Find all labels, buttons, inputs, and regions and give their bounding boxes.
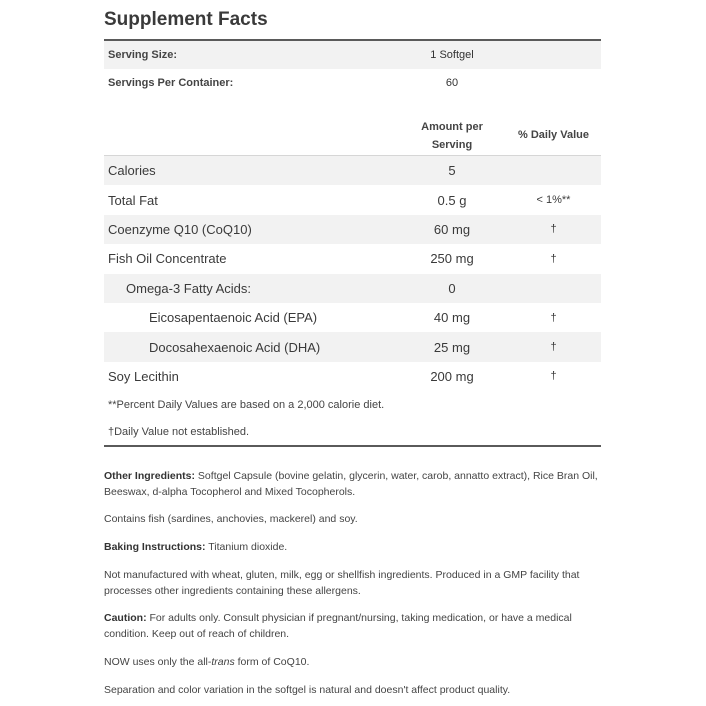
supplement-facts-table: [104, 39, 601, 447]
nutrient-amount: 5: [448, 163, 456, 179]
nutrient-name: Coenzyme Q10 (CoQ10): [108, 221, 252, 237]
nutrient-name: Fish Oil Concentrate: [108, 251, 227, 267]
other-ingredients-text: Softgel Capsule (bovine gelatin, glycerin, water, carob, annatto extract), Rice Bran Oil, Beeswax, d-alpha Tocopherol and Mixed Tocopherols.: [104, 470, 598, 498]
nutrient-name: Total Fat: [108, 192, 158, 208]
nutrient-row: [104, 244, 601, 273]
nutrient-daily-value: †: [550, 370, 557, 383]
page-title: Supplement Facts: [104, 9, 268, 30]
trans-suffix: form of CoQ10.: [234, 656, 310, 668]
serving-size-row: [104, 41, 601, 69]
nutrient-name: Eicosapentaenoic Acid (EPA): [149, 310, 318, 326]
amount-header-line2: Serving: [431, 139, 473, 151]
footnote-percent: **Percent Daily Values are based on a 2,000 calorie diet.: [108, 398, 385, 411]
separation-note: Separation and color variation in the softgel is natural and doesn't affect product quality.: [104, 684, 511, 696]
manufacturing-note: Not manufactured with wheat, gluten, milk, egg or shellfish ingredients. Produced in a GMP facility that processes other ingredients containing these allergens.: [104, 569, 580, 597]
baking-instructions: [104, 539, 604, 555]
nutrient-amount: 250 mg: [430, 251, 474, 267]
nutrient-daily-value: < 1%**: [536, 194, 571, 207]
contains-allergens: Contains fish (sardines, anchovies, mackerel) and soy.: [104, 513, 358, 525]
nutrient-daily-value: †: [550, 252, 557, 265]
nutrient-daily-value: †: [550, 341, 557, 354]
servings-per-container-row: [104, 69, 601, 97]
baking-instructions-text: Titanium dioxide.: [205, 541, 288, 553]
nutrient-row: [104, 156, 601, 185]
footnote-percent-row: [104, 391, 601, 418]
trans-form-note: [104, 654, 604, 670]
nutrient-name: Soy Lecithin: [108, 368, 179, 384]
nutrient-row: [104, 332, 601, 361]
servings-per-container-label: Servings Per Container:: [108, 77, 234, 89]
column-header-row: [104, 97, 601, 155]
serving-size-label: Serving Size:: [108, 49, 178, 61]
other-ingredients-label: Other Ingredients:: [104, 470, 196, 482]
footnote-dv-row: [104, 418, 601, 445]
nutrient-amount: 40 mg: [433, 310, 471, 326]
nutrient-amount: 200 mg: [430, 368, 474, 384]
servings-per-container-value: 60: [445, 77, 459, 89]
nutrient-daily-value: †: [550, 223, 557, 236]
nutrient-row: [104, 303, 601, 332]
trans-word: trans: [211, 656, 235, 668]
caution-label: Caution:: [104, 612, 147, 624]
nutrient-row: [104, 185, 601, 214]
serving-size-value: 1 Softgel: [430, 49, 474, 61]
amount-per-serving-header: [398, 118, 506, 154]
nutrient-row: [104, 215, 601, 244]
nutrient-name: Docosahexaenoic Acid (DHA): [149, 339, 321, 355]
other-ingredients: [104, 468, 604, 500]
nutrient-amount: 0.5 g: [437, 192, 467, 208]
nutrient-name: Omega-3 Fatty Acids:: [126, 280, 251, 296]
baking-instructions-label: Baking Instructions:: [104, 541, 206, 553]
trans-prefix: NOW uses only the all-: [104, 656, 212, 668]
nutrient-daily-value: †: [550, 311, 557, 324]
bottom-rule: [104, 445, 601, 447]
caution-text: For adults only. Consult physician if pregnant/nursing, taking medication, or have a medical condition. Keep out of reach of children.: [104, 612, 572, 640]
nutrient-row: [104, 274, 601, 303]
footnote-dv: †Daily Value not established.: [108, 425, 250, 438]
nutrient-row: [104, 362, 601, 391]
nutrient-amount: 60 mg: [433, 221, 471, 237]
nutrient-name: Calories: [108, 163, 156, 179]
amount-header-line1: Amount per: [421, 121, 483, 133]
daily-value-header: % Daily Value: [518, 129, 589, 141]
caution-note: [104, 610, 604, 642]
nutrient-amount: 25 mg: [433, 339, 471, 355]
nutrient-amount: 0: [448, 280, 456, 296]
